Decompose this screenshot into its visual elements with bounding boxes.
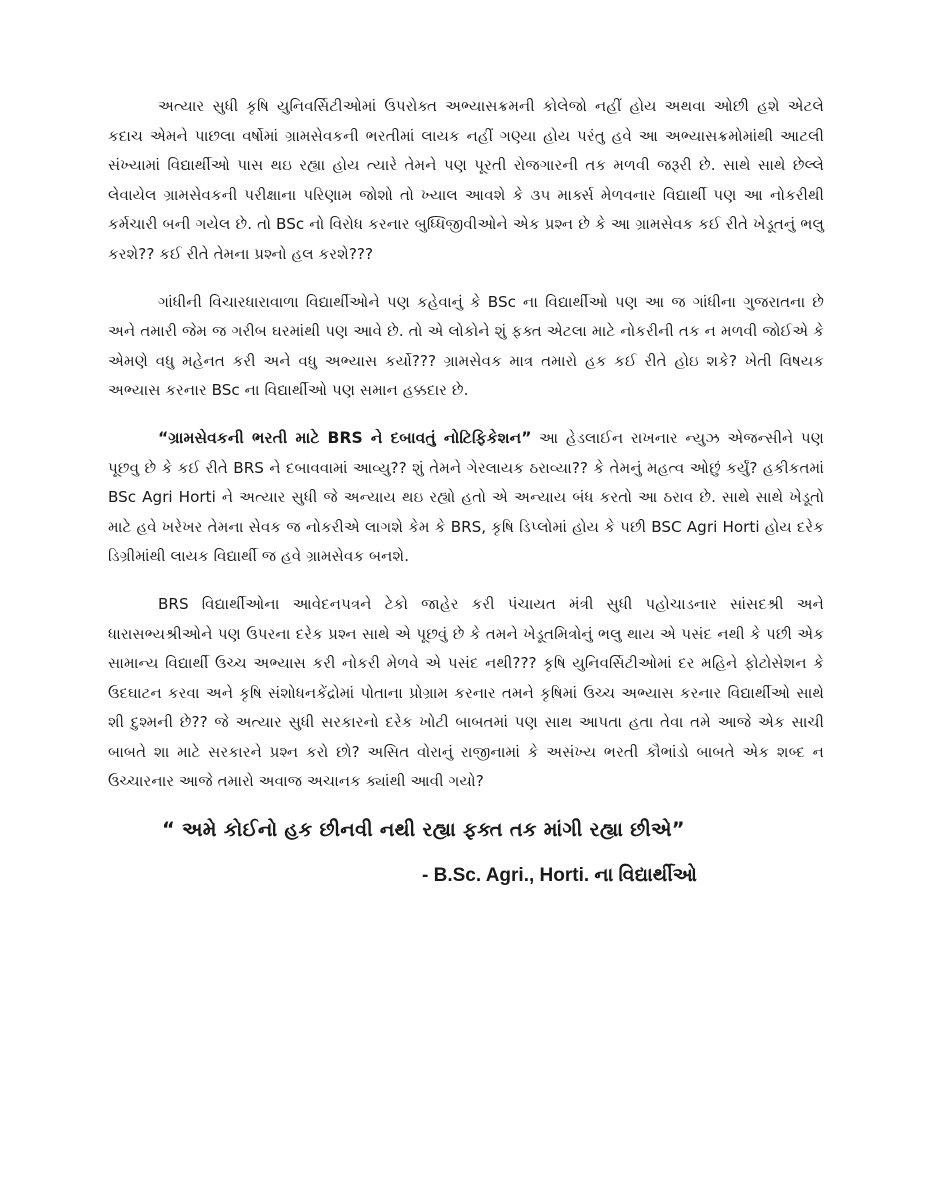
paragraph-4: BRS વિદ્યાર્થીઓના આવેદનપત્રને ટેકો જાહેર કરી પંચાયત મંત્રી સુધી પહોચાડનાર સાંસદશ્રી અને ધારાસભ્યશ્રીઓને પણ ઉપરના દરેક પ્રશ્ન સાથે એ પૂછવું છે કે તમને ખેડૂતમિત્રોનું ભલુ થાય એ પસંદ નથી કે પછી એક સામાન્ય વિદ્યાર્થી ઉચ્ચ અભ્યાસ કરી નોકરી મેળવે એ પસંદ નથી??? કૃષિ યુનિવર્સિટીઓમાં દર મહિને ફોટોસેશન કે ઉદઘાટન કરવા અને કૃષિ સંશોધનકેંદ્રોમાં પોતાના પ્રોગ્રામ કરનાર તમને કૃષિમાં ઉચ્ચ અભ્યાસ કરનાર વિદ્યાર્થીઓ સાથે શી દુશ્મની છે?? જે અત્યાર સુધી સરકારનો દરેક ખોટી બાબતમાં પણ સાથ આપતા હતા તેવા તમે આજે એક સાચી બાબતે શા માટે સરકારને પ્રશ્ન કરો છો? અસિત વોરાનું રાજીનામાં કે અસંખ્ય ભરતી કૌભાંડો બાબતે એક શબ્દ ન ઉચ્ચારનાર આજે તમારો અવાજ અચાનક ક્યાંથી આવી ગયો?: [108, 594, 824, 791]
document-page: [108, 92, 824, 891]
closing-quote: “ અમે કોઈનો હક છીનવી નથી રહ્યા ફક્ત તક માંગી રહ્યા છીએ”: [162, 818, 685, 842]
headline-quote: “ગ્રામસેવકની ભરતી માટે BRS ને દબાવતું નોટિફિકેશન”: [158, 428, 532, 447]
signature: - B.Sc. Agri., Horti. ના વિદ્યાર્થીઓ: [422, 865, 697, 887]
paragraph-2: ગાંધીની વિચારધારાવાળા વિદ્યાર્થીઓને પણ કહેવાનું કે BSc ના વિદ્યાર્થીઓ પણ આ જ ગાંધીના ગુજરાતના છે અને તમારી જેમ જ ગરીબ ઘરમાંથી પણ આવે છે. તો એ લોકોને શું ફક્ત એટલા માટે નોકરીની તક ન મળવી જોઈએ કે એમણે વધુ મહેનત કરી અને વધુ અભ્યાસ કર્યો??? ગ્રામસેવક માત્ર તમારો હક કઈ રીતે હોઇ શકે? ખેતી વિષયક અભ્યાસ કરનાર BSc ના વિદ્યાર્થીઓ પણ સમાન હક્કદાર છે.: [108, 292, 824, 400]
paragraph-1: અત્યાર સુધી કૃષિ યુનિવર્સિટીઓમાં ઉપરોક્ત અભ્યાસક્રમની કોલેજો નહીં હોય અથવા ઓછી હશે એટલે કદાચ એમને પાછલા વર્ષોમાં ગ્રામસેવકની ભરતીમાં લાયક નહીં ગણ્યા હોય પરંતુ હવે આ અભ્યાસક્રમોમાંથી આટલી સંખ્યામાં વિદ્યાર્થીઓ પાસ થઇ રહ્યા હોય ત્યારે તેમને પણ પૂરતી રોજગારની તક મળવી જરૂરી છે. સાથે સાથે છેલ્લે લેવાયેલ ગ્રામસેવકની પરીક્ષાના પરિણામ જોશો તો ખ્યાલ આવશે કે ૩૫ માર્ક્સ મેળવનાર વિદ્યાર્થી પણ આ નોકરીથી કર્મચારી બની ગયેલ છે. તો BSc નો વિરોધ કરનાર બુધ્ધિજીવીઓને એક પ્રશ્ન છે કે આ ગ્રામસેવક કઈ રીતે ખેડૂતનું ભલુ કરશે?? કઈ રીતે તેમના પ્રશ્નો હલ કરશે???: [108, 97, 824, 263]
paragraph-3-body: આ હેડલાઈન રાખનાર ન્યુઝ એજન્સીને પણ પૂછવુ છે કે કઈ રીતે BRS ને દબાવવામાં આવ્યુ?? શું તેમને ગેરલાયક ઠરાવ્યા?? કે તેમનું મહત્વ ઓછું કર્યું? હકીકતમાં BSc Agri Horti ને અત્યાર સુધી જે અન્યાય થઇ રહ્યો હતો એ અન્યાય બંધ કરતો આ ઠરાવ છે. સાથે સાથે ખેડૂતો માટે હવે ખરેખર તેમના સેવક જ નોકરીએ લાગશે કેમ કે BRS, કૃષિ ડિપ્લોમાં હોય કે પછી BSC Agri Horti હોય દરેક ડિગ્રીમાંથી લાયક વિદ્યાર્થી જ હવે ગ્રામસેવક બનશે.: [108, 428, 824, 566]
paragraph-3: [108, 424, 824, 572]
